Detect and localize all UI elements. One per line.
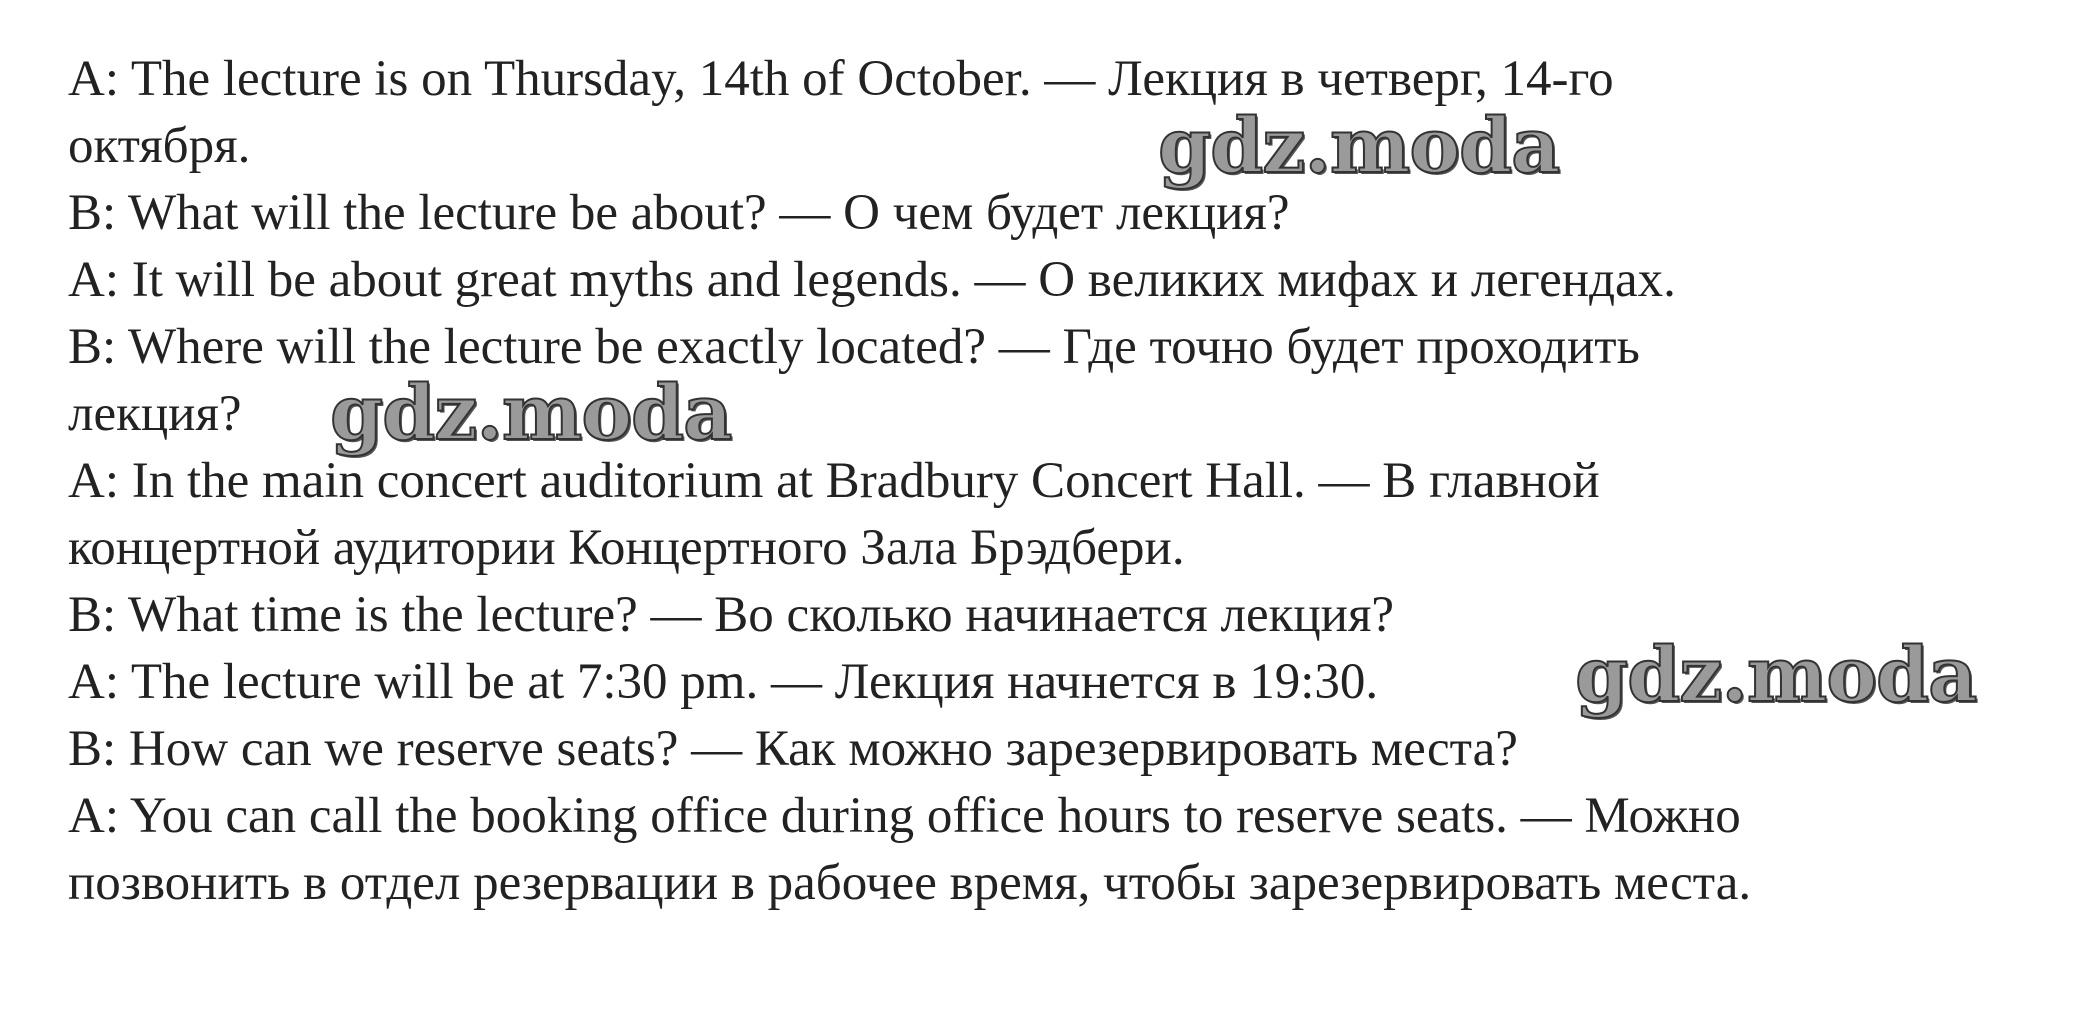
dialogue-line: B: What time is the lecture? — Во сколько начинается лекция? bbox=[68, 587, 1395, 643]
dialogue-line: B: How can we reserve seats? — Как можно зарезервировать места? bbox=[68, 721, 1518, 777]
dialogue-line: позвонить в отдел резервации в рабочее время, чтобы зарезервировать места. bbox=[68, 855, 1752, 911]
dialogue-text bbox=[68, 46, 2058, 917]
dialogue-line: B: Where will the lecture be exactly located? — Где точно будет проходить bbox=[68, 319, 1640, 375]
dialogue-line: A: You can call the booking office during office hours to reserve seats. — Можно bbox=[68, 788, 1741, 844]
dialogue-line: A: The lecture will be at 7:30 pm. — Лекция начнется в 19:30. bbox=[68, 654, 1379, 710]
watermark: gdz.moda bbox=[330, 368, 732, 457]
watermark: gdz.moda bbox=[1158, 101, 1560, 190]
dialogue-line: A: In the main concert auditorium at Bradbury Concert Hall. — В главной bbox=[68, 453, 1600, 509]
dialogue-line: B: What will the lecture be about? — О чем будет лекция? bbox=[68, 185, 1290, 241]
dialogue-line: концертной аудитории Концертного Зала Брэдбери. bbox=[68, 520, 1185, 576]
watermark: gdz.moda bbox=[1575, 630, 1977, 719]
dialogue-line: лекция? bbox=[68, 386, 242, 442]
dialogue-line: октября. bbox=[68, 118, 251, 174]
dialogue-line: A: It will be about great myths and legends. — О великих мифах и легендах. bbox=[68, 252, 1676, 308]
dialogue-line: A: The lecture is on Thursday, 14th of October. — Лекция в четверг, 14-го bbox=[68, 51, 1614, 107]
